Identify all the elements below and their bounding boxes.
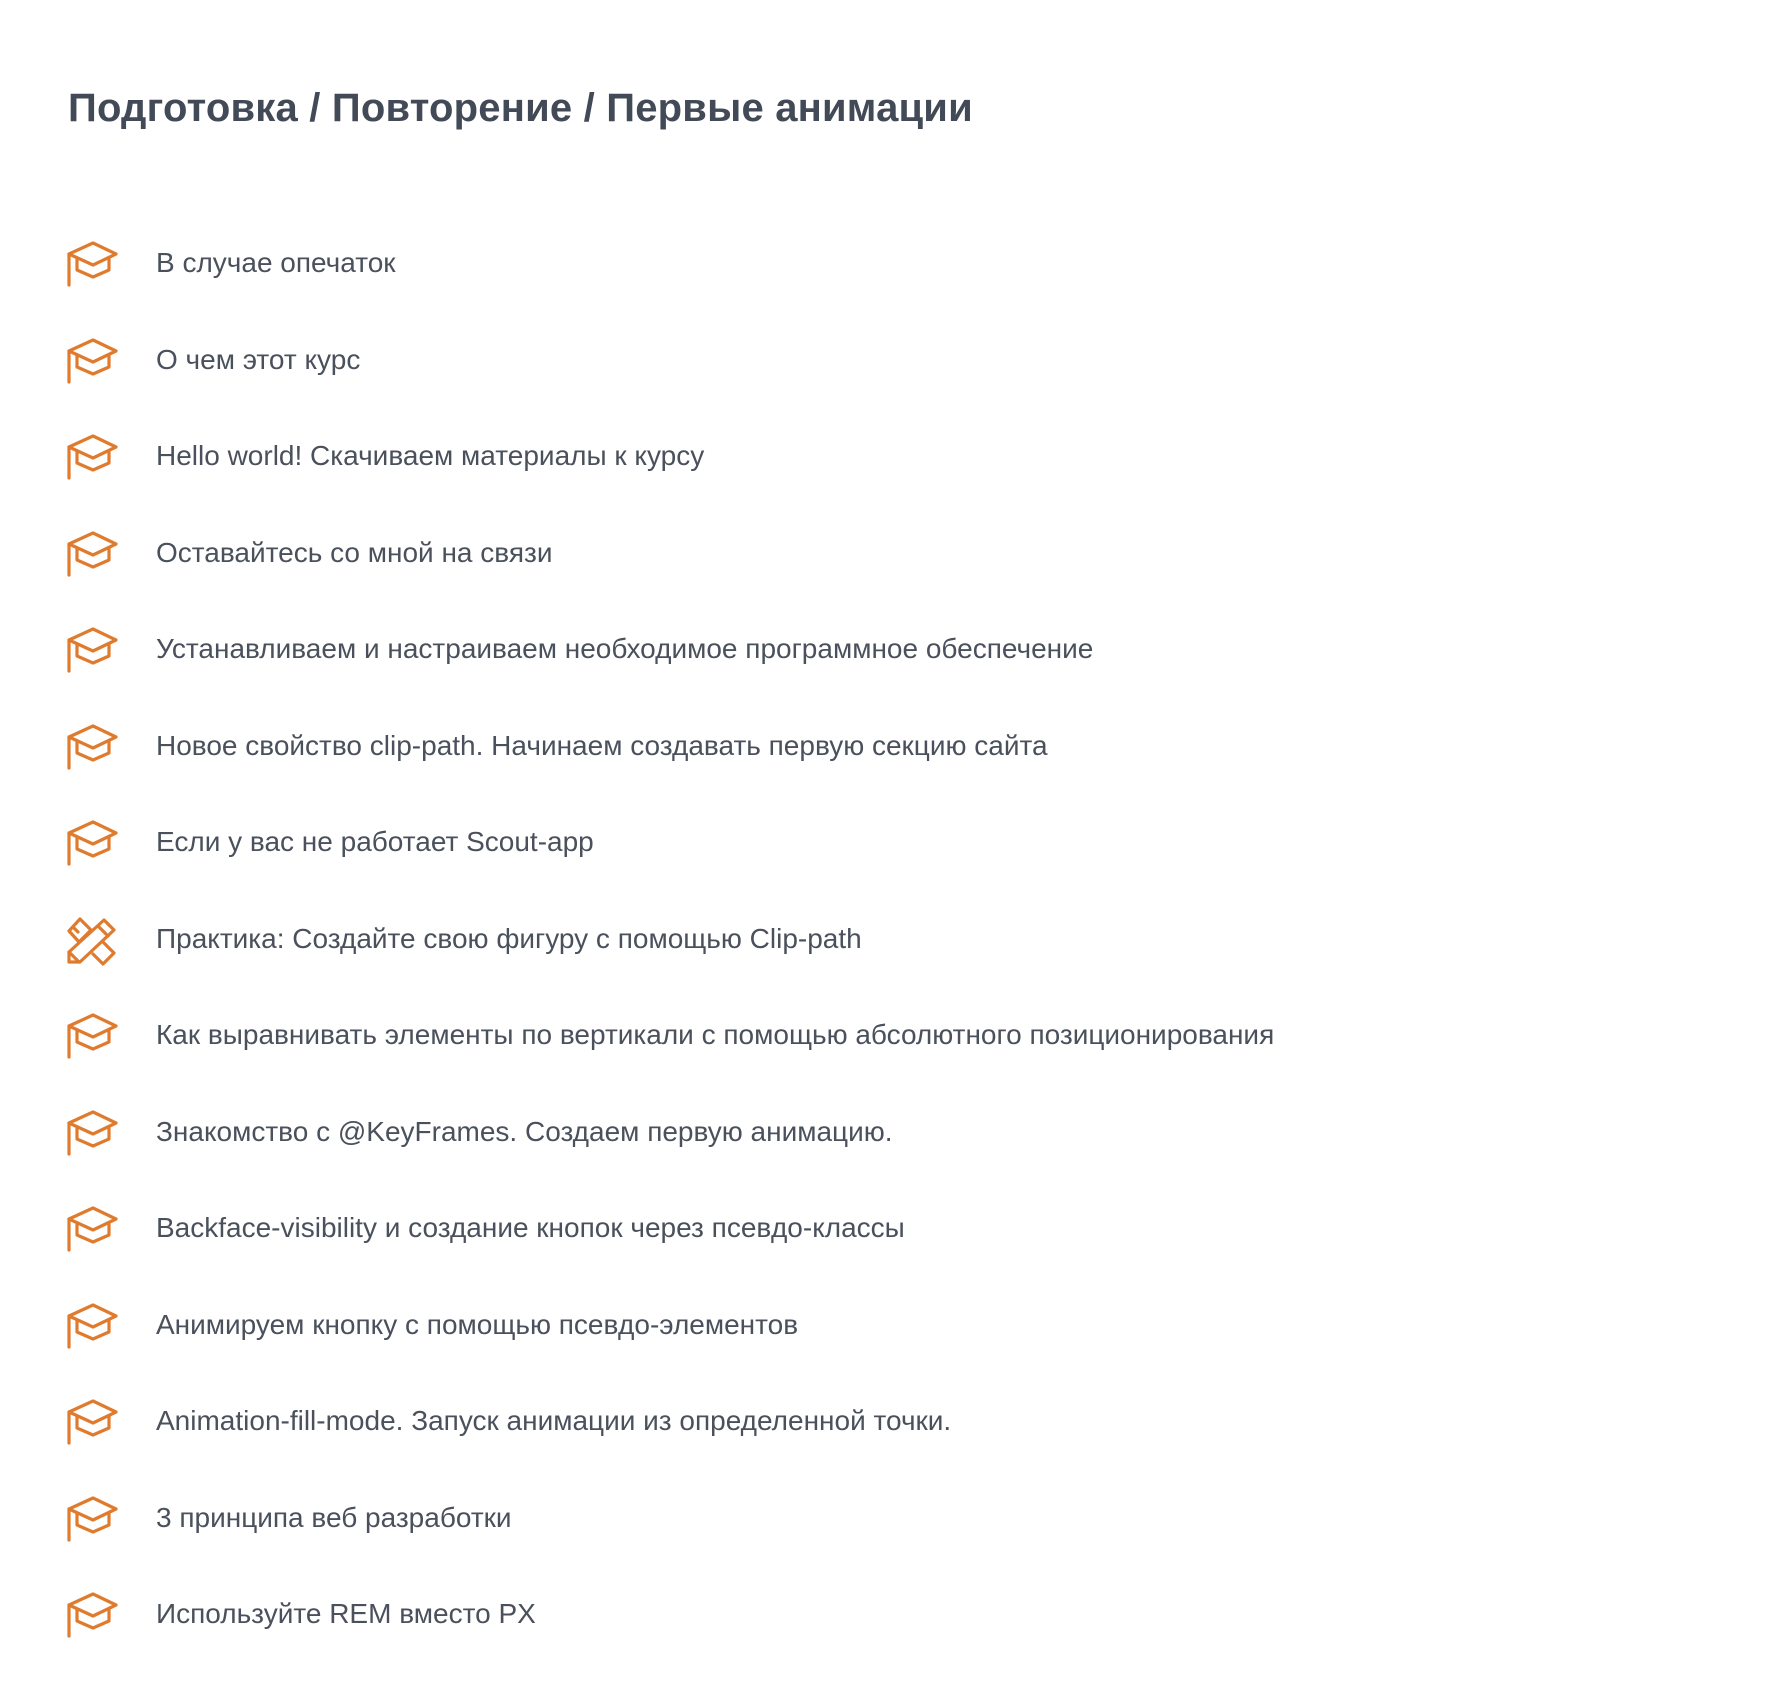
lesson-title: Анимируем кнопку с помощью псевдо-элементов bbox=[156, 1308, 799, 1340]
graduation-cap-icon bbox=[66, 240, 118, 288]
lesson-item[interactable] bbox=[60, 228, 1560, 298]
lesson-item[interactable] bbox=[60, 325, 1560, 395]
graduation-cap-icon bbox=[66, 723, 118, 771]
lesson-item[interactable] bbox=[60, 421, 1560, 491]
graduation-cap-icon bbox=[66, 530, 118, 578]
lesson-item[interactable] bbox=[60, 904, 1560, 974]
lesson-item[interactable] bbox=[60, 518, 1560, 588]
lesson-item[interactable] bbox=[60, 614, 1560, 684]
lesson-title: Оставайтесь со мной на связи bbox=[156, 536, 553, 568]
lesson-title: Практика: Создайте свою фигуру с помощью Clip-path bbox=[156, 922, 862, 954]
graduation-cap-icon bbox=[66, 1495, 118, 1543]
graduation-cap-icon bbox=[66, 1205, 118, 1253]
lesson-item[interactable] bbox=[60, 1579, 1560, 1649]
lesson-item[interactable] bbox=[60, 807, 1560, 877]
graduation-cap-icon bbox=[66, 433, 118, 481]
graduation-cap-icon bbox=[66, 626, 118, 674]
lesson-title: Если у вас не работает Scout-app bbox=[156, 826, 594, 857]
lesson-title: Знакомство с @KeyFrames. Создаем первую анимацию. bbox=[156, 1115, 893, 1147]
lesson-title: В случае опечаток bbox=[156, 247, 396, 278]
graduation-cap-icon bbox=[66, 819, 118, 867]
graduation-cap-icon bbox=[66, 1591, 118, 1639]
graduation-cap-icon bbox=[66, 1302, 118, 1350]
lesson-item[interactable] bbox=[60, 1483, 1560, 1553]
graduation-cap-icon bbox=[66, 1398, 118, 1446]
lesson-title: Hello world! Скачиваем материалы к курсу bbox=[156, 440, 705, 471]
lesson-item[interactable] bbox=[60, 1193, 1560, 1263]
section-title: Подготовка / Повторение / Первые анимации bbox=[68, 86, 973, 130]
pencil-ruler-icon bbox=[66, 916, 118, 964]
lesson-title: О чем этот курс bbox=[156, 343, 361, 375]
lesson-title: Как выравнивать элементы по вертикали с помощью абсолютного позиционирования bbox=[156, 1019, 1275, 1050]
lesson-title: Используйте REM вместо PX bbox=[156, 1598, 536, 1629]
graduation-cap-icon bbox=[66, 1012, 118, 1060]
lesson-item[interactable] bbox=[60, 1097, 1560, 1167]
graduation-cap-icon bbox=[66, 1109, 118, 1157]
graduation-cap-icon bbox=[66, 337, 118, 385]
lesson-title: Backface-visibility и создание кнопок через псевдо-классы bbox=[156, 1212, 905, 1243]
lesson-item[interactable] bbox=[60, 1290, 1560, 1360]
lesson-title: Новое свойство clip-path. Начинаем создавать первую секцию сайта bbox=[156, 729, 1048, 761]
lesson-item[interactable] bbox=[60, 1000, 1560, 1070]
lesson-item[interactable] bbox=[60, 1386, 1560, 1456]
lesson-item[interactable] bbox=[60, 711, 1560, 781]
lesson-title: 3 принципа веб разработки bbox=[156, 1501, 512, 1533]
lesson-title: Animation-fill-mode. Запуск анимации из определенной точки. bbox=[156, 1405, 952, 1436]
lesson-title: Устанавливаем и настраиваем необходимое программное обеспечение bbox=[156, 633, 1094, 664]
